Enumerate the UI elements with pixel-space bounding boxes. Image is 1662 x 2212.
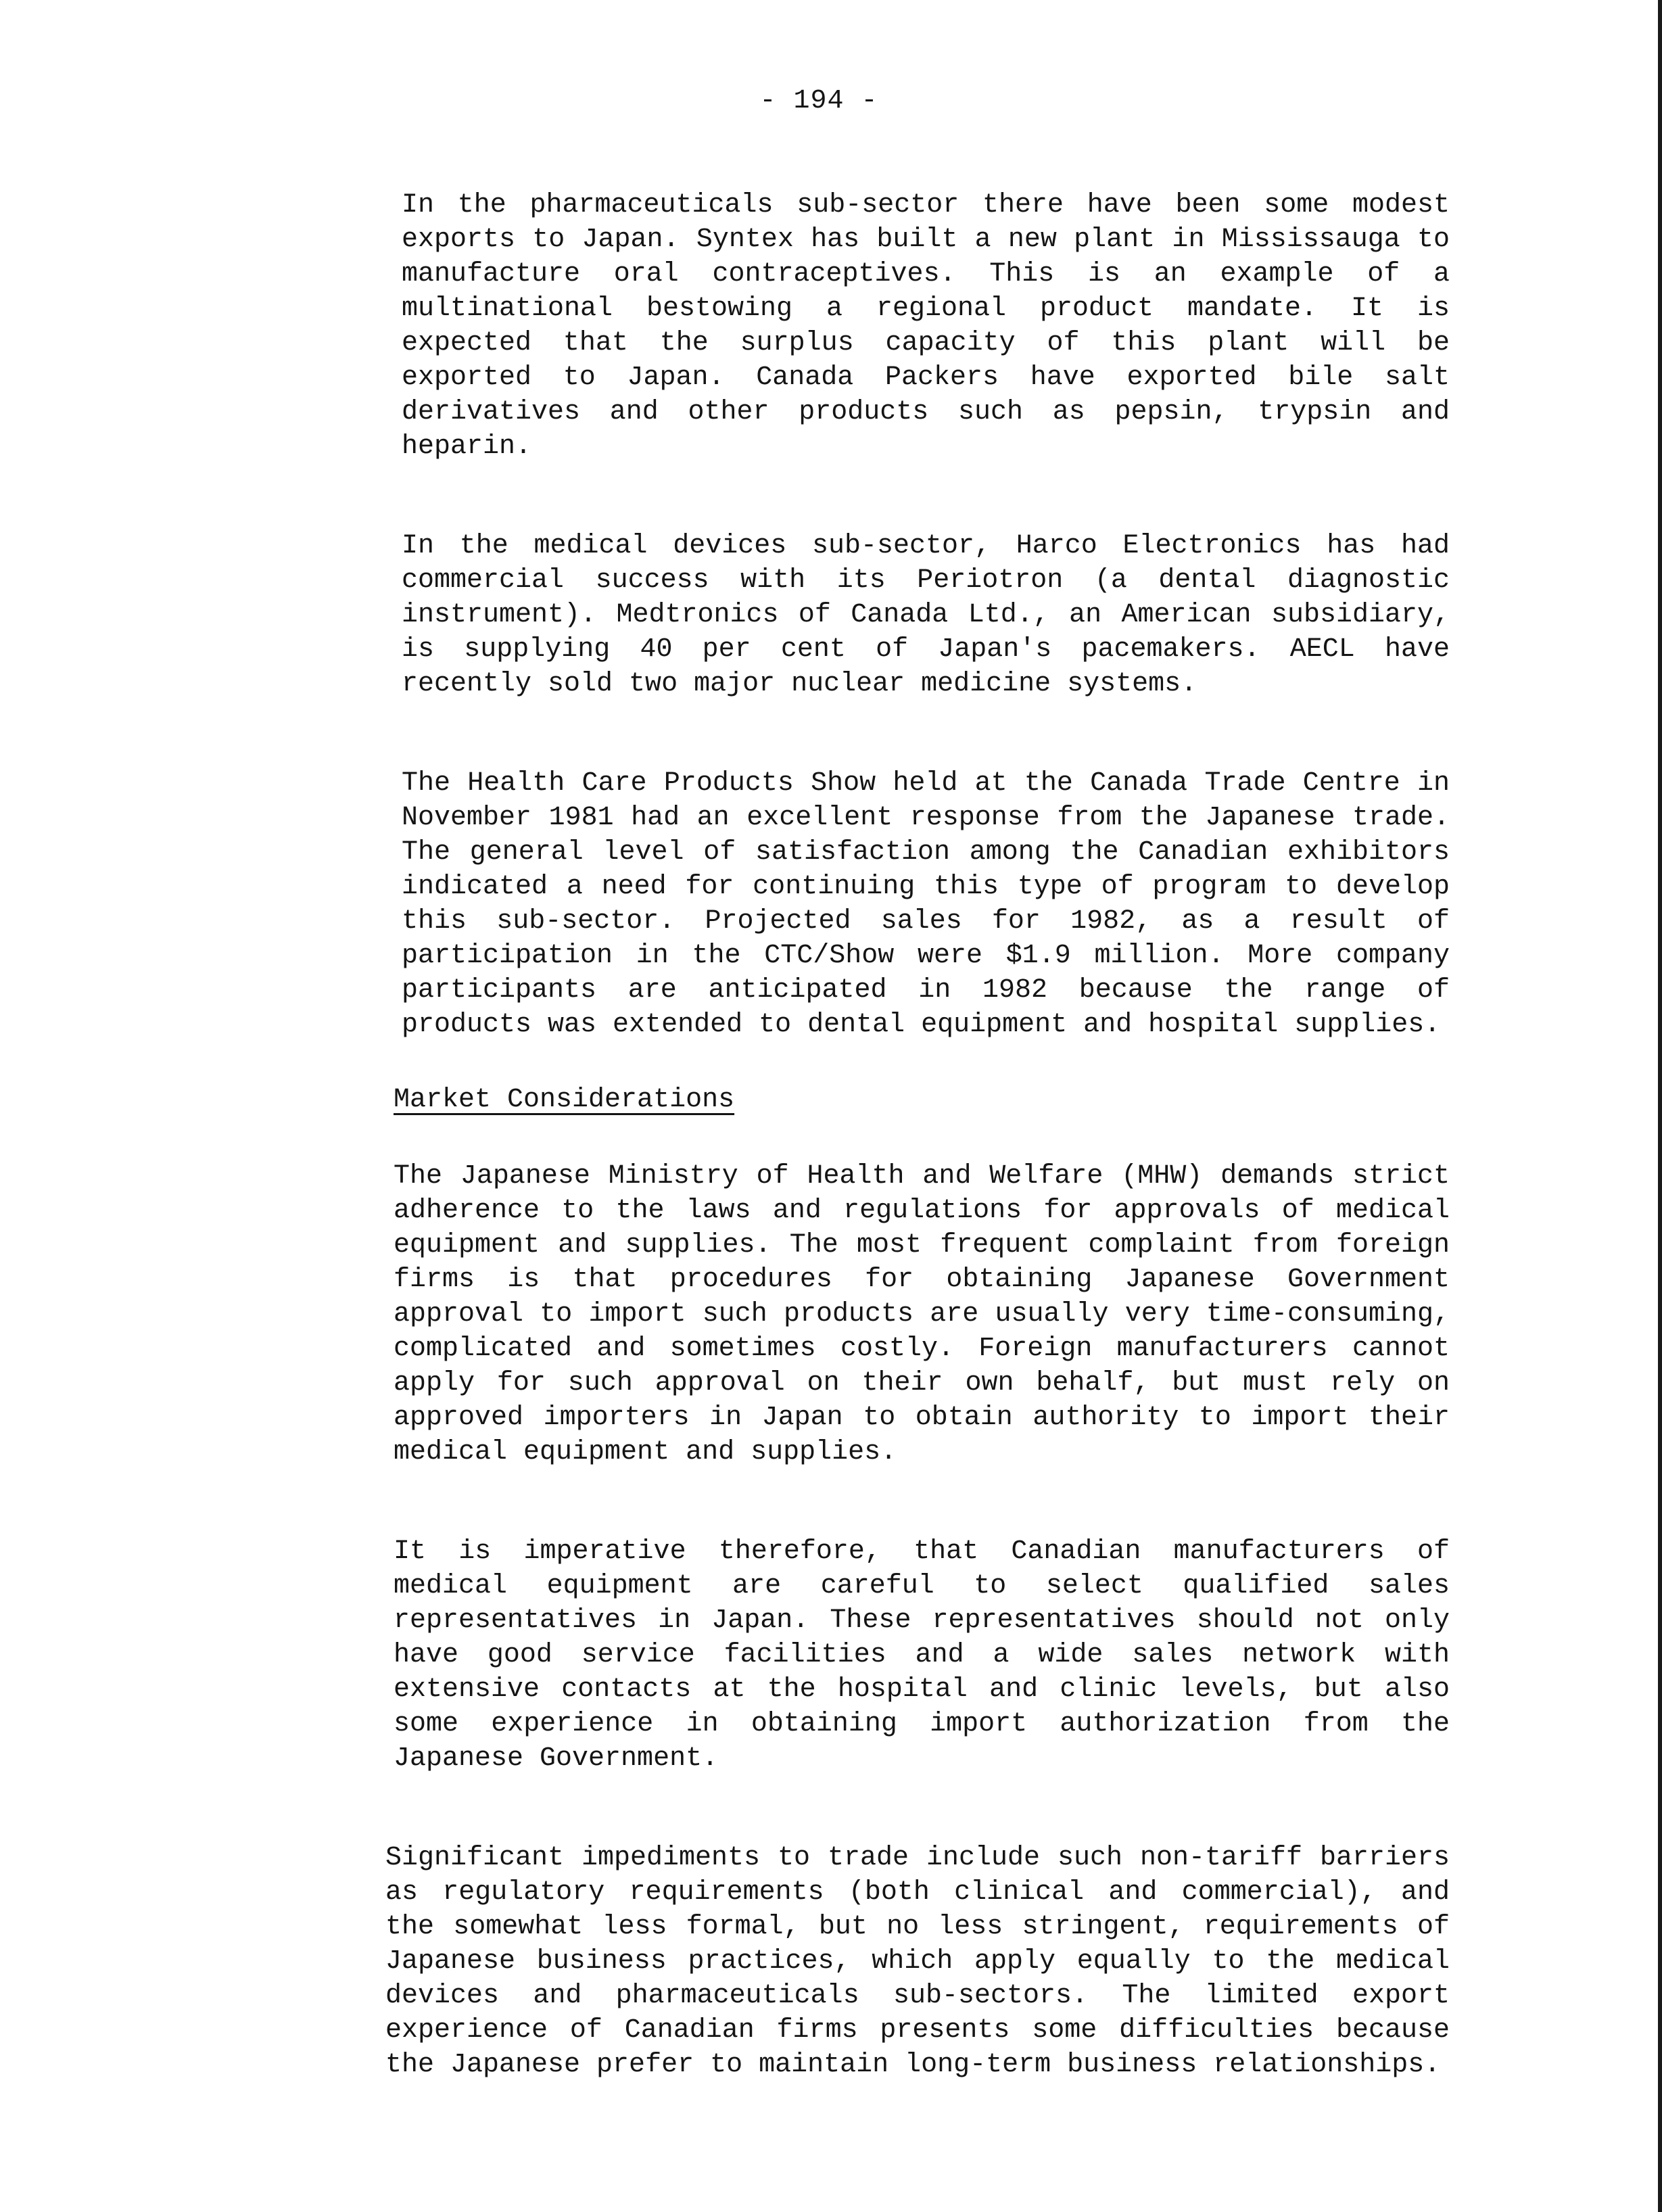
document-body bbox=[385, 188, 1450, 2082]
paragraph-health-care-show: The Health Care Products Show held at the Canada Trade Centre in November 1981 had an excellent response from the Japanese trade. The general level of satisfaction among the Canadian exhibitors indicated a need for continuing this type of program to develop this sub-sector. Projected sales for 1982, as a result of participation in the CTC/Show were $1.9 million. More company participants are anticipated in 1982 because the range of products was extended to dental equipment and hospital supplies. bbox=[402, 768, 1450, 1040]
section-heading-market-considerations: Market Considerations bbox=[394, 1085, 735, 1115]
paragraph-pharmaceuticals: In the pharmaceuticals sub-sector there have been some modest exports to Japan. Syntex has built a new plant in Mississauga to manufacture oral contraceptives. This is an example of a multinational bestowing a regional product mandate. It is expected that the surplus capacity of this plant will be exported to Japan. Canada Packers have exported bile salt derivatives and other products such as pepsin, trypsin and heparin. bbox=[402, 190, 1450, 462]
paragraph-trade-impediments: Significant impediments to trade include such non-tariff barriers as regulatory requirements (both clinical and commercial), and the somewhat less formal, but no less stringent, requirements of Japanese business practices, which apply equally to the medical devices and pharmaceuticals sub-sectors. The limited export experience of Canadian firms presents some difficulties because the Japanese prefer to maintain long-term business relationships. bbox=[385, 1843, 1450, 2080]
section-heading-wrapper bbox=[394, 1083, 1450, 1159]
paragraph-medical-devices: In the medical devices sub-sector, Harco Electronics has had commercial success with its Periotron (a dental diagnostic instrument). Medtronics of Canada Ltd., an American subsidiary, is supplying 40 per cent of Japan's pacemakers. AECL have recently sold two major nuclear medicine systems. bbox=[402, 531, 1450, 699]
page-number: - 194 - bbox=[759, 86, 878, 116]
paragraph-mhw-regulations: The Japanese Ministry of Health and Welfare (MHW) demands strict adherence to the laws and regulations for approvals of medical equipment and supplies. The most frequent complaint from foreign firms is that procedures for obtaining Japanese Government approval to import such products are usually very time-consuming, complicated and sometimes costly. Foreign manufacturers cannot apply for such approval on their own behalf, but must rely on approved importers in Japan to obtain authority to import their medical equipment and supplies. bbox=[394, 1161, 1450, 1467]
paragraph-sales-representatives: It is imperative therefore, that Canadian manufacturers of medical equipment are careful to select qualified sales representatives in Japan. These representatives should not only have good service facilities and a wide sales network with extensive contacts at the hospital and clinic levels, but also some experience in obtaining import authorization from the Japanese Government. bbox=[394, 1536, 1450, 1774]
page-edge-border bbox=[1658, 0, 1662, 2212]
